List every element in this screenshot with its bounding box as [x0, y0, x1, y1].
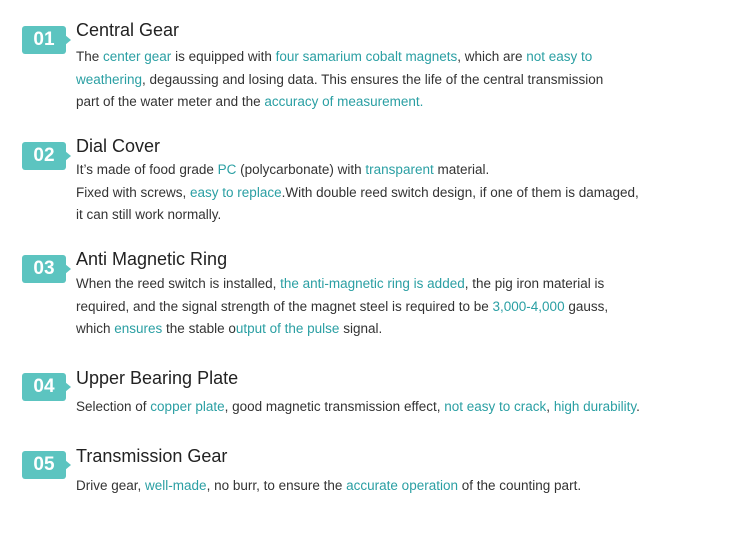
- highlighted-text: utput of the pulse: [235, 321, 340, 336]
- feature-number-badge: 03: [22, 255, 66, 283]
- highlighted-text: high durability: [553, 399, 637, 414]
- description-line: [76, 396, 736, 419]
- description-line: [76, 475, 736, 498]
- feature-description: [76, 273, 736, 341]
- feature-description: [76, 46, 736, 114]
- body-text: , good magnetic transmission effect,: [224, 399, 445, 414]
- highlighted-text: 3,000-4,000: [492, 298, 565, 314]
- body-text: is equipped with: [171, 49, 276, 64]
- feature-title: Dial Cover: [76, 136, 161, 156]
- feature-description: [76, 396, 736, 419]
- feature-number-badge: 01: [22, 26, 66, 54]
- body-text: it can still work normally.: [76, 207, 222, 222]
- feature-title: Central Gear: [76, 20, 180, 40]
- body-text: , which are: [457, 49, 527, 64]
- highlighted-text: accurate operation: [346, 478, 458, 493]
- feature-title: Transmission Gear: [76, 446, 228, 466]
- body-text: It’s made of food grade: [76, 162, 218, 177]
- highlighted-text: PC: [217, 162, 237, 177]
- description-line: [76, 296, 736, 319]
- body-text: signal.: [339, 321, 383, 336]
- body-text: .With double reed switch design, if one of them is damaged,: [281, 184, 639, 200]
- body-text: of the counting part.: [457, 478, 582, 493]
- highlighted-text: the anti-magnetic ring is added: [280, 276, 465, 291]
- feature-description: [76, 475, 736, 498]
- highlighted-text: accuracy of measurement.: [264, 94, 424, 109]
- body-text: Selection of: [76, 399, 151, 414]
- description-line: [76, 273, 736, 296]
- description-line: [76, 46, 736, 69]
- body-text: , the pig iron material is: [464, 276, 605, 291]
- body-text: .: [636, 399, 640, 414]
- body-text: which: [76, 321, 115, 336]
- highlighted-text: not easy to: [526, 49, 593, 64]
- description-line: [76, 182, 736, 205]
- highlighted-text: copper plate: [150, 399, 225, 414]
- body-text: required, and the signal strength of the magnet steel is required to be: [76, 298, 493, 314]
- description-line: [76, 318, 736, 341]
- highlighted-text: well-made: [145, 478, 207, 493]
- body-text: , degaussing and losing data. This ensures the life of the central transmission: [142, 71, 604, 87]
- highlighted-text: center gear: [103, 49, 172, 64]
- body-text: the stable o: [162, 321, 236, 336]
- description-line: [76, 91, 736, 114]
- highlighted-text: easy to replace: [190, 184, 282, 200]
- description-line: [76, 69, 736, 92]
- highlighted-text: transparent: [365, 162, 434, 177]
- body-text: gauss,: [564, 298, 609, 314]
- body-text: (polycarbonate) with: [236, 162, 366, 177]
- highlighted-text: weathering: [76, 71, 143, 87]
- body-text: Drive gear,: [76, 478, 146, 493]
- highlighted-text: not easy to crack: [444, 399, 547, 414]
- body-text: ,: [546, 399, 554, 414]
- highlighted-text: ensures: [114, 321, 163, 336]
- feature-number-badge: 05: [22, 451, 66, 479]
- body-text: , no burr, to ensure the: [206, 478, 347, 493]
- body-text: material.: [433, 162, 490, 177]
- body-text: Fixed with screws,: [76, 184, 191, 200]
- body-text: The: [76, 49, 104, 64]
- description-line: [76, 204, 736, 227]
- body-text: part of the water meter and the: [76, 94, 265, 109]
- feature-title: Anti Magnetic Ring: [76, 249, 228, 269]
- description-line: [76, 159, 736, 182]
- feature-description: [76, 159, 736, 227]
- feature-number-badge: 04: [22, 373, 66, 401]
- feature-number-badge: 02: [22, 142, 66, 170]
- feature-title: Upper Bearing Plate: [76, 368, 239, 388]
- body-text: When the reed switch is installed,: [76, 276, 281, 291]
- highlighted-text: four samarium cobalt magnets: [275, 49, 458, 64]
